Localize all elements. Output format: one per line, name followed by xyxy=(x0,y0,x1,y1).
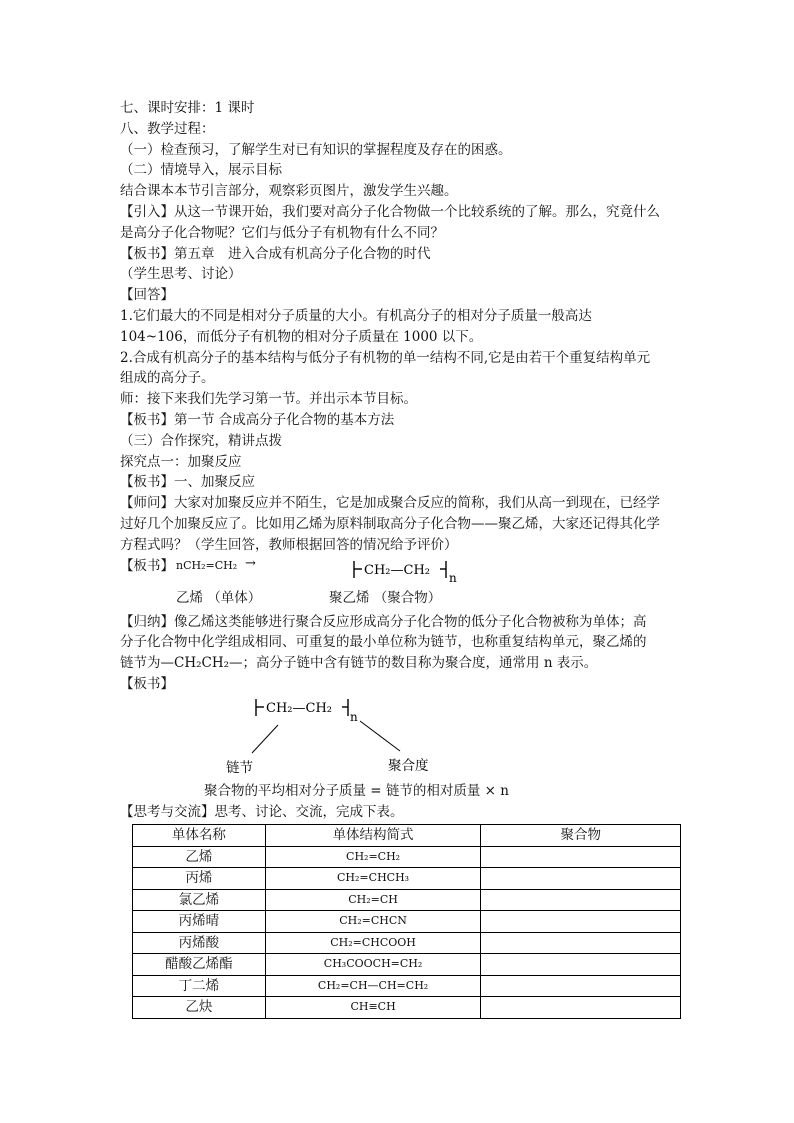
step-1: （一）检查预习，了解学生对已有知识的掌握程度及存在的困惑。 xyxy=(120,141,512,158)
polyethylene-formula xyxy=(352,558,462,586)
table-row xyxy=(133,868,681,890)
polyethylene-n: n xyxy=(449,570,457,585)
monomer-table xyxy=(132,824,681,1019)
answer-1-line-2: 104~106，而低分子有机物的相对分子质量在 1000 以下。 xyxy=(120,328,483,345)
polymer-cell[interactable] xyxy=(481,975,681,997)
equation-row xyxy=(120,556,680,586)
monomer-formula: CH₂=CHCOOH xyxy=(265,932,481,954)
polymer-cell[interactable] xyxy=(481,997,681,1019)
table-row xyxy=(133,932,681,954)
repeat-unit-diagram xyxy=(120,695,680,781)
mass-formula: 聚合物的平均相对分子质量 = 链节的相对质量 × n xyxy=(204,782,509,799)
step-3: （三）合作探究，精讲点拨 xyxy=(120,432,282,449)
board-chapter: 【板书】第五章 进入合成有机高分子化合物的时代 xyxy=(120,245,431,262)
monomer-formula: CH≡CH xyxy=(265,997,481,1019)
monomer-formula: CH₃COOCH=CH₂ xyxy=(265,954,481,976)
answer-2-line-2: 组成的高分子。 xyxy=(120,370,215,387)
table-row xyxy=(133,889,681,911)
table-row xyxy=(133,975,681,997)
reaction-arrow: → xyxy=(245,555,256,571)
paragraph: 结合课本本节引言部分，观察彩页图片，激发学生兴趣。 xyxy=(120,183,458,200)
step-2: （二）情境导入，展示目标 xyxy=(120,162,282,179)
question-line-3: 方程式吗？（学生回答，教师根据回答的情况给予评价） xyxy=(120,536,458,553)
process-heading: 八、教学过程： xyxy=(120,120,215,137)
polymer-label: 聚乙烯 （聚合物） xyxy=(329,589,442,606)
col-monomer-formula: 单体结构简式 xyxy=(265,825,481,847)
polymer-cell[interactable] xyxy=(481,846,681,868)
explore-point: 探究点一：加聚反应 xyxy=(120,453,242,470)
repeat-unit-label: 链节 xyxy=(226,759,253,776)
table-row xyxy=(133,997,681,1019)
exchange-line: 【思考与交流】思考、讨论、交流，完成下表。 xyxy=(120,803,404,820)
table-row xyxy=(133,911,681,933)
question-line-2: 过好几个加聚反应了。比如用乙烯为原料制取高分子化合物——聚乙烯，大家还记得其化学 xyxy=(120,515,660,532)
answer-1-line-1: 1.它们最大的不同是相对分子质量的大小。有机高分子的相对分子质量一般高达 xyxy=(120,307,592,324)
monomer-name: 醋酸乙烯酯 xyxy=(133,954,266,976)
question-line-1: 【师问】大家对加聚反应并不陌生，它是加成聚合反应的简称，我们从高一到现在，已经学 xyxy=(120,495,660,512)
answer-2-line-1: 2.合成有机高分子的基本结构与低分子有机物的单一结构不同,它是由若干个重复结构单元 xyxy=(120,349,651,366)
diagram-n: n xyxy=(350,709,358,724)
monomer-name: 丙烯 xyxy=(133,868,266,890)
monomer-name: 丁二烯 xyxy=(133,975,266,997)
polymer-cell[interactable] xyxy=(481,889,681,911)
monomer-name: 丙烯晴 xyxy=(133,911,266,933)
schedule-line: 七、课时安排：1 课时 xyxy=(120,100,255,116)
equation-labels xyxy=(120,586,680,612)
intro-line-1: 【引入】从这一节课开始，我们要对高分子化合物做一个比较系统的了解。那么，究竟什么 xyxy=(120,203,660,220)
monomer-label: 乙烯 （单体） xyxy=(176,589,262,606)
polymer-cell[interactable] xyxy=(481,911,681,933)
answer-heading: 【回答】 xyxy=(120,287,174,304)
monomer-formula: CH₂=CH₂ xyxy=(265,846,481,868)
polymer-cell[interactable] xyxy=(481,868,681,890)
table-row xyxy=(133,954,681,976)
diagram-formula: CH₂—CH₂ xyxy=(266,700,332,716)
board-label: 【板书】 xyxy=(120,557,174,574)
teacher-line: 师：接下来我们先学习第一节。并出示本节目标。 xyxy=(120,391,417,408)
monomer-formula: CH₂=CH—CH=CH₂ xyxy=(265,975,481,997)
summary-line-2: 分子化合物中化学组成相同、可重复的最小单位称为链节，也称重复结构单元，聚乙烯的 xyxy=(120,634,647,651)
table-header-row xyxy=(133,825,681,847)
board-addition: 【板书】一、加聚反应 xyxy=(120,474,255,491)
monomer-formula: CH₂=CHCN xyxy=(265,911,481,933)
summary-line-3: 链节为—CH₂CH₂—；高分子链中含有链节的数目称为聚合度，通常用 n 表示。 xyxy=(120,655,598,672)
monomer-name: 乙炔 xyxy=(133,997,266,1019)
polymer-cell[interactable] xyxy=(481,954,681,976)
board-section: 【板书】第一节 合成高分子化合物的基本方法 xyxy=(120,411,395,428)
polyethylene-text: CH₂—CH₂ xyxy=(364,562,430,578)
monomer-name: 氯乙烯 xyxy=(133,889,266,911)
board-label-2: 【板书】 xyxy=(120,675,174,692)
document-body xyxy=(120,98,680,822)
student-discussion: （学生思考、讨论） xyxy=(120,266,242,283)
intro-line-2: 是高分子化合物呢？它们与低分子有机物有什么不同？ xyxy=(120,224,444,241)
monomer-name: 乙烯 xyxy=(133,846,266,868)
polymer-cell[interactable] xyxy=(481,932,681,954)
monomer-formula: CH₂=CH xyxy=(265,889,481,911)
degree-label: 聚合度 xyxy=(388,757,429,774)
table-row xyxy=(133,846,681,868)
col-monomer-name: 单体名称 xyxy=(133,825,266,847)
monomer-name: 丙烯酸 xyxy=(133,932,266,954)
col-polymer: 聚合物 xyxy=(481,825,681,847)
reactant-formula: nCH₂=CH₂ xyxy=(176,558,238,572)
diagram-svg xyxy=(120,695,680,781)
monomer-formula: CH₂=CHCH₃ xyxy=(265,868,481,890)
summary-line-1: 【归纳】像乙烯这类能够进行聚合反应形成高分子化合物的低分子化合物被称为单体；高 xyxy=(120,613,647,630)
